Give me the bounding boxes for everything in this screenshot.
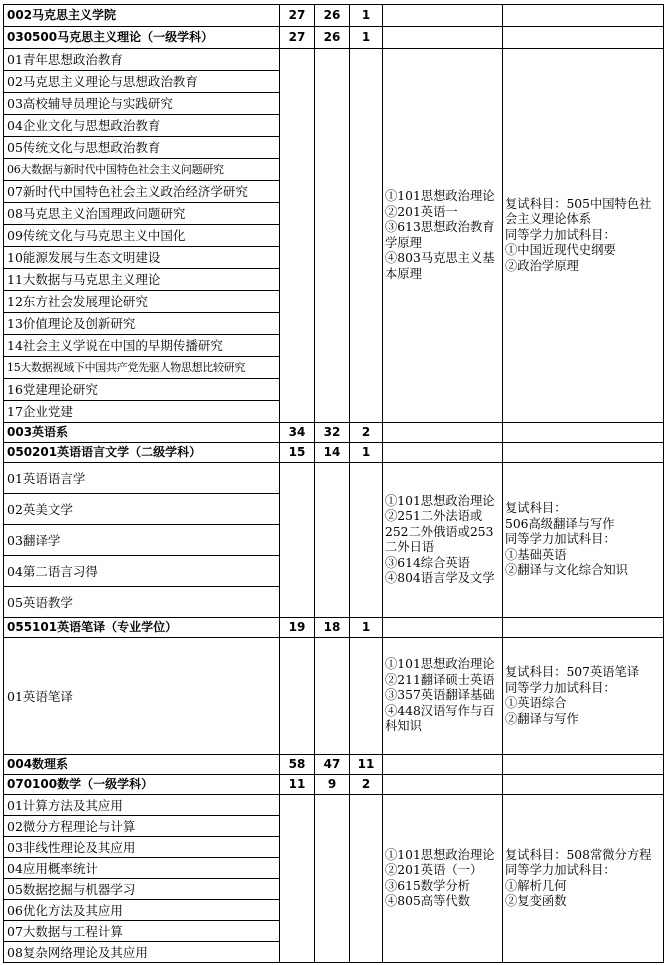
exam-subject: ④803马克思主义基本原理 [385,251,495,281]
plan-count [280,638,315,755]
direction-name: 10能源发展与生态文明建设 [4,247,280,269]
unified-count: 18 [315,618,350,638]
exam-cell [383,755,503,775]
exam-subject: ①101思想政治理论 [385,657,495,672]
direction-name: 01青年思想政治教育 [4,49,280,71]
plan-count [280,795,315,963]
note-line: 复试科目：508常微分方程 [505,847,652,862]
direction-name: 03高校辅导员理论与实践研究 [4,93,280,115]
plan-count: 27 [280,27,315,49]
major-name: 055101英语笔译（专业学位） [4,618,280,638]
direction-name: 01英语笔译 [4,638,280,755]
direction-name: 03非线性理论及其应用 [4,837,280,858]
direction-name: 12东方社会发展理论研究 [4,291,280,313]
note-line: ①中国近现代史纲要 [505,243,616,258]
direction-name: 05数据挖掘与机器学习 [4,879,280,900]
exam-subject: ①101思想政治理论 [385,847,495,862]
major-row [4,618,664,638]
unified-count: 9 [315,775,350,795]
direction-row [4,49,664,71]
exam-subject: ③614综合英语 [385,555,470,570]
exam-cell [383,27,503,49]
direction-name: 05英语教学 [4,587,280,618]
recommended-count [350,49,383,423]
plan-count [280,49,315,423]
plan-count: 15 [280,443,315,463]
direction-row [4,638,664,755]
exam-subjects [383,795,503,963]
admissions-table [3,4,664,963]
notes [503,638,664,755]
direction-name: 04企业文化与思想政治教育 [4,115,280,137]
direction-name: 15大数据视域下中国共产党先驱人物思想比较研究 [4,357,280,379]
direction-name: 11大数据与马克思主义理论 [4,269,280,291]
exam-subjects [383,638,503,755]
direction-name: 06优化方法及其应用 [4,900,280,921]
section-row [4,5,664,27]
recommended-count: 1 [350,618,383,638]
plan-count: 19 [280,618,315,638]
recommended-count: 1 [350,27,383,49]
unified-count: 14 [315,443,350,463]
unified-count: 47 [315,755,350,775]
notes-cell [503,755,664,775]
note-line: ①英语综合 [505,696,567,710]
plan-count: 27 [280,5,315,27]
notes-cell [503,443,664,463]
notes [503,795,664,963]
notes-cell [503,618,664,638]
recommended-count [350,638,383,755]
exam-cell [383,618,503,638]
exam-subject: ④805高等代数 [385,894,470,908]
direction-name: 02英美文学 [4,494,280,525]
major-name: 070100数学（一级学科） [4,775,280,795]
recommended-count: 11 [350,755,383,775]
exam-subjects [383,49,503,423]
recommended-count [350,463,383,618]
direction-name: 04第二语言习得 [4,556,280,587]
plan-count: 34 [280,423,315,443]
direction-name: 16党建理论研究 [4,379,280,401]
plan-count [280,463,315,618]
exam-subject: ③613思想政治教育学原理 [385,220,495,250]
direction-name: 17企业党建 [4,401,280,423]
exam-subject: ③615数学分析 [385,878,470,893]
exam-subject: ②211翻译硕士英语 [385,672,495,687]
direction-name: 01计算方法及其应用 [4,795,280,816]
note-line: 同等学力加试科目： [505,227,616,242]
direction-name: 04应用概率统计 [4,858,280,879]
unified-count: 26 [315,5,350,27]
exam-subject: ①101思想政治理论 [385,189,495,203]
note-line: 复试科目： [505,501,567,516]
note-line: ②翻译与写作 [505,711,579,726]
recommended-count [350,795,383,963]
direction-name: 02微分方程理论与计算 [4,816,280,837]
section-row [4,755,664,775]
recommended-count: 1 [350,5,383,27]
note-line: 复试科目：507英语笔译 [505,665,640,679]
plan-count: 58 [280,755,315,775]
note-line: 同等学力加试科目： [505,863,616,877]
exam-cell [383,423,503,443]
note-line: ②翻译与文化综合知识 [505,563,628,578]
recommended-count: 2 [350,423,383,443]
note-line: 同等学力加试科目： [505,680,616,695]
unified-count [315,638,350,755]
direction-name: 14社会主义学说在中国的早期传播研究 [4,335,280,357]
exam-subject: ②201英语一 [385,204,458,219]
direction-name: 13价值理论及创新研究 [4,313,280,335]
direction-name: 08马克思主义治国理政问题研究 [4,203,280,225]
direction-name: 08复杂网络理论及其应用 [4,942,280,963]
note-line: ①基础英语 [505,547,567,562]
unified-count [315,795,350,963]
exam-subject: ②251二外法语或252二外俄语或253二外日语 [385,509,494,554]
direction-name: 03翻译学 [4,525,280,556]
note-line: 同等学力加试科目： [505,532,616,547]
exam-subject: ②201英语（一） [385,863,483,877]
exam-cell [383,443,503,463]
exam-cell [383,5,503,27]
direction-name: 05传统文化与思想政治教育 [4,137,280,159]
notes [503,463,664,618]
direction-name: 07新时代中国特色社会主义政治经济学研究 [4,181,280,203]
plan-count: 11 [280,775,315,795]
major-row [4,27,664,49]
note-line: ②复变函数 [505,894,567,908]
recommended-count: 2 [350,775,383,795]
exam-subject: ①101思想政治理论 [385,493,495,508]
unified-count: 32 [315,423,350,443]
note-line: 506高级翻译与写作 [505,516,615,531]
exam-subject: ④448汉语写作与百科知识 [385,703,495,734]
major-name: 050201英语语言文学（二级学科） [4,443,280,463]
exam-subject: ③357英语翻译基础 [385,688,495,703]
direction-name: 07大数据与工程计算 [4,921,280,942]
direction-row [4,463,664,494]
notes-cell [503,423,664,443]
exam-subjects [383,463,503,618]
notes-cell [503,775,664,795]
major-name: 030500马克思主义理论（一级学科） [4,27,280,49]
exam-subject: ④804语言学及文学 [385,571,495,585]
direction-name: 09传统文化与马克思主义中国化 [4,225,280,247]
unified-count [315,49,350,423]
note-line: ②政治学原理 [505,258,579,273]
major-row [4,775,664,795]
direction-name: 06大数据与新时代中国特色社会主义问题研究 [4,159,280,181]
direction-name: 01英语语言学 [4,463,280,494]
note-line: 复试科目：505中国特色社会主义理论体系 [505,196,652,227]
major-row [4,443,664,463]
notes [503,49,664,423]
exam-cell [383,775,503,795]
direction-name: 02马克思主义理论与思想政治教育 [4,71,280,93]
section-name: 004数理系 [4,755,280,775]
direction-row [4,795,664,816]
unified-count [315,463,350,618]
recommended-count: 1 [350,443,383,463]
section-name: 003英语系 [4,423,280,443]
notes-cell [503,27,664,49]
section-row [4,423,664,443]
notes-cell [503,5,664,27]
section-name: 002马克思主义学院 [4,5,280,27]
note-line: ①解析几何 [505,878,567,893]
unified-count: 26 [315,27,350,49]
